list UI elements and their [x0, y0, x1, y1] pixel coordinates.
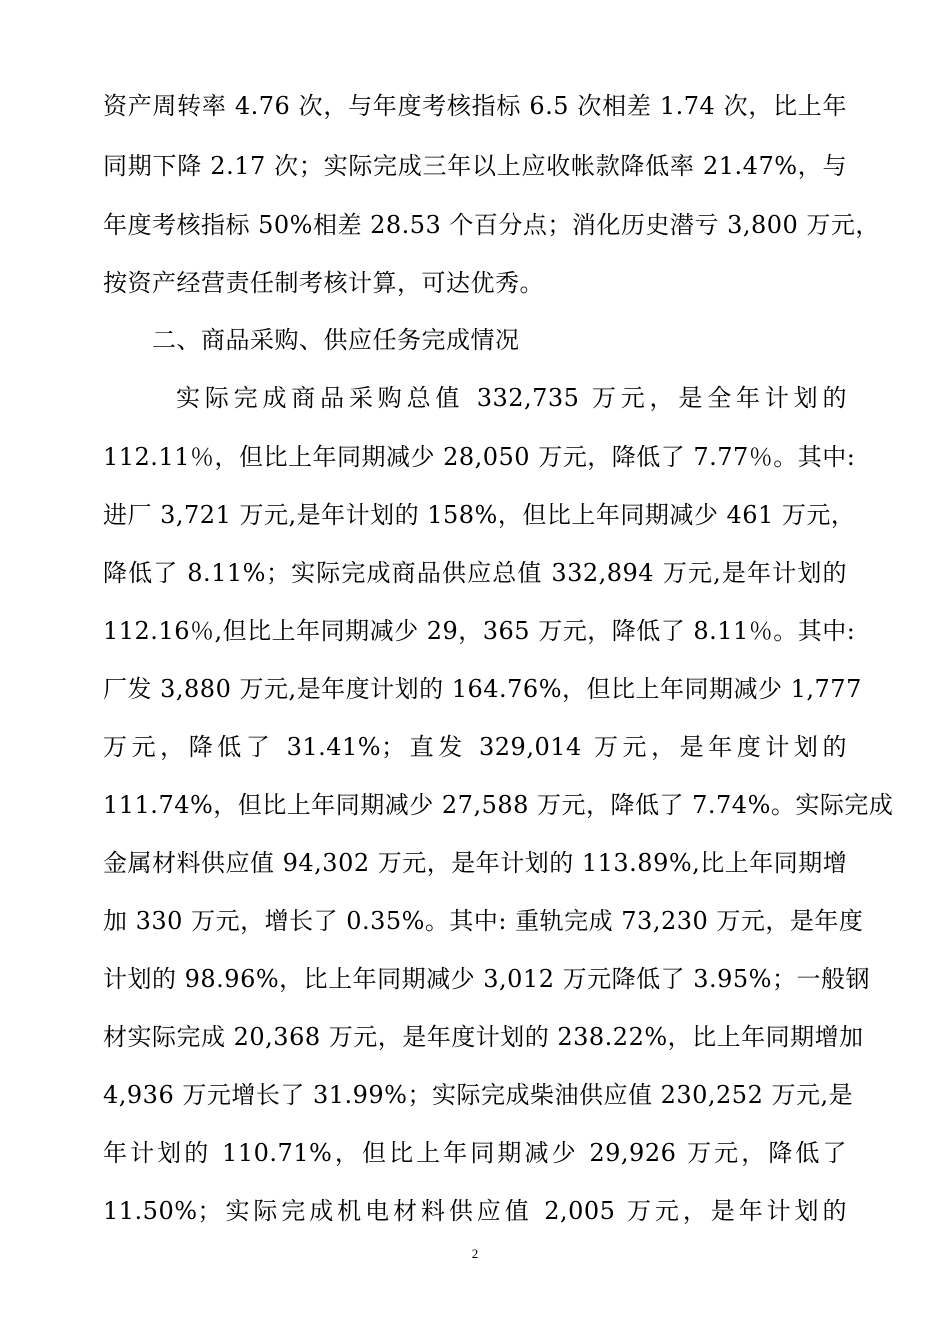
- body-line: 加 330 万元，增长了 0.35%。其中: 重轨完成 73,230 万元，是年度: [103, 907, 864, 935]
- body-line: 计划的 98.96%，比上年同期减少 3,012 万元降低了 3.95%；一般钢: [103, 965, 870, 993]
- section-heading: 二、商品采购、供应任务完成情况: [152, 326, 520, 354]
- body-line: 111.74%，但比上年同期减少 27,588 万元，降低了 7.74%。实际完成: [103, 791, 894, 819]
- body-line: 11.50%；实际完成机电材料供应值 2,005 万元，是年计划的: [103, 1197, 847, 1225]
- body-line: 金属材料供应值 94,302 万元，是年计划的 113.89%,比上年同期增: [103, 849, 848, 877]
- body-line: 厂发 3,880 万元,是年度计划的 164.76%，但比上年同期减少 1,777: [103, 675, 862, 703]
- body-line: 万元，降低了 31.41%；直发 329,014 万元，是年度计划的: [103, 733, 847, 761]
- body-line: 进厂 3,721 万元,是年计划的 158%，但比上年同期减少 461 万元，: [103, 501, 856, 529]
- body-line: 材实际完成 20,368 万元，是年度计划的 238.22%，比上年同期增加: [103, 1023, 864, 1051]
- body-line: 实际完成商品采购总值 332,735 万元，是全年计划的: [176, 384, 847, 412]
- body-line: 112.11％，但比上年同期减少 28,050 万元，降低了 7.77％。其中:: [103, 443, 856, 471]
- body-line: 112.16％,但比上年同期减少 29，365 万元，降低了 8.11％。其中:: [103, 617, 856, 645]
- body-line: 降低了 8.11%；实际完成商品供应总值 332,894 万元,是年计划的: [103, 559, 847, 587]
- body-line: 年度考核指标 50%相差 28.53 个百分点；消化历史潜亏 3,800 万元，: [103, 211, 880, 239]
- body-line: 年计划的 110.71%，但比上年同期减少 29,926 万元，降低了: [103, 1139, 847, 1167]
- body-line: 同期下降 2.17 次；实际完成三年以上应收帐款降低率 21.47%，与: [103, 152, 847, 180]
- body-line: 资产周转率 4.76 次，与年度考核指标 6.5 次相差 1.74 次，比上年: [103, 92, 847, 120]
- body-line: 按资产经营责任制考核计算，可达优秀。: [103, 269, 544, 297]
- page-number: 2: [471, 1246, 479, 1261]
- body-line: 4,936 万元增长了 31.99%；实际完成柴油供应值 230,252 万元,是: [103, 1081, 854, 1109]
